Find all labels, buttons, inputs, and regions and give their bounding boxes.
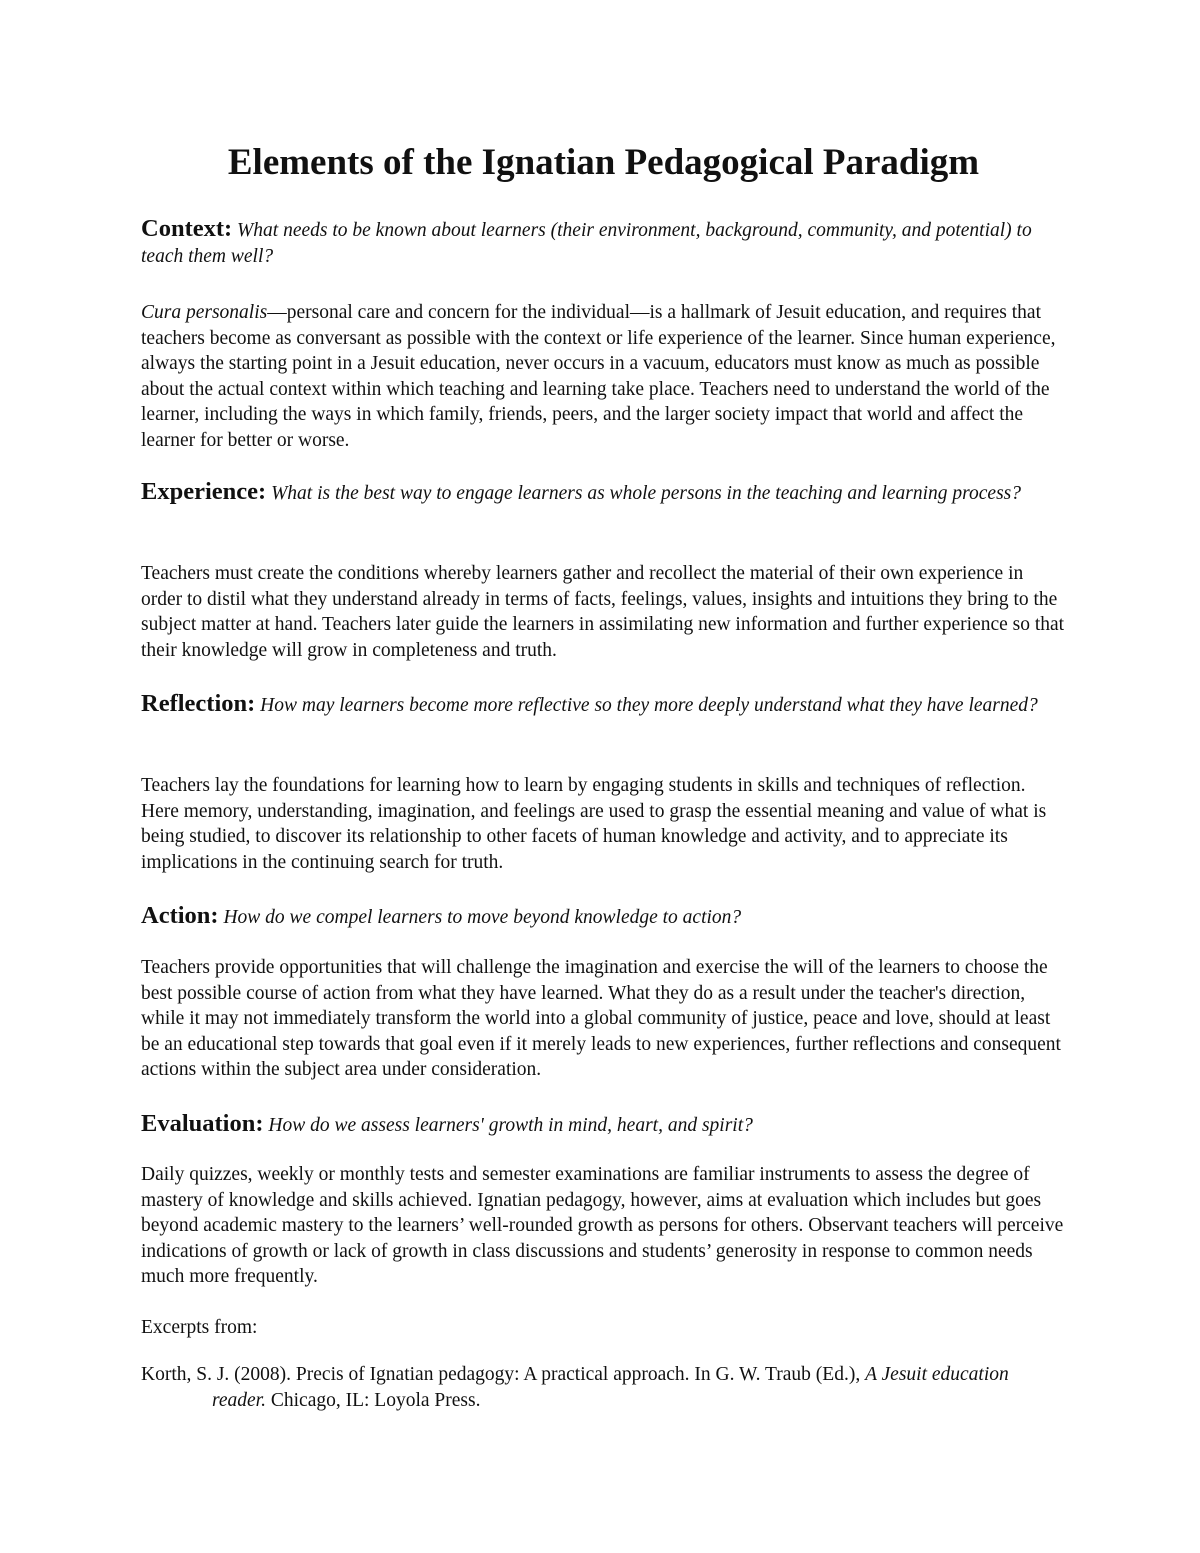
section-term: Reflection: <box>141 690 256 717</box>
document-title: Elements of the Ignatian Pedagogical Paradigm <box>227 142 980 183</box>
section-heading-context <box>141 216 1066 270</box>
section-term: Experience: <box>141 478 267 505</box>
section-question: How do we assess learners' growth in mind, heart, and spirit? <box>268 1115 753 1136</box>
latin-term: Cura personalis <box>141 302 268 323</box>
section-term: Evaluation: <box>141 1110 264 1137</box>
reference-book-title: A Jesuit education reader. <box>212 1364 1009 1411</box>
excerpts-label: Excerpts from: <box>141 1317 258 1338</box>
section-question: How do we compel learners to move beyond knowledge to action? <box>223 907 742 928</box>
section-body-text: —personal care and concern for the individual—is a hallmark of Jesuit education, and requires that teachers become as conversant as possible with the context or life experience of the learner. Since human experience, always the starting point in a Jesuit education, never occurs in a vacuum, educators must know as much as possible about the actual context within which teaching and learning take place. Teachers need to understand the world of the learner, including the ways in which family, friends, peers, and the larger society impact that world and affect the learner for better or worse. <box>141 302 1056 451</box>
section-heading-evaluation <box>141 1111 1066 1139</box>
section-body-context <box>141 300 1066 453</box>
section-question: How may learners become more reflective so they more deeply understand what they have learned? <box>260 695 1038 716</box>
section-body-action: Teachers provide opportunities that will challenge the imagination and exercise the will of the learners to choose the best possible course of action from what they have learned. What they do as a result under the teacher's direction, while it may not immediately transform the world into a global community of justice, peace and love, should at least be an educational step towards that goal even if it merely leads to new experiences, further reflections and consequent actions within the subject area under consideration. <box>141 957 1061 1080</box>
section-heading-action <box>141 903 1066 931</box>
section-heading-reflection <box>141 691 1066 719</box>
reference-tail: Chicago, IL: Loyola Press. <box>265 1390 481 1411</box>
section-heading-experience <box>141 479 1066 507</box>
section-term: Context: <box>141 215 233 242</box>
reference-citation <box>141 1362 1066 1414</box>
reference-lead: Korth, S. J. (2008). Precis of Ignatian pedagogy: A practical approach. In G. W. Traub (Ed.), <box>141 1364 866 1385</box>
section-body-reflection: Teachers lay the foundations for learning how to learn by engaging students in skills and techniques of reflection. Here memory, understanding, imagination, and feelings are used to grasp the essential meaning and value of what is being studied, to discover its relationship to other facets of human knowledge and activity, and to appreciate its implications in the continuing search for truth. <box>141 775 1047 873</box>
section-body-experience: Teachers must create the conditions whereby learners gather and recollect the material of their own experience in order to distil what they understand already in terms of facts, feelings, values, insights and intuitions they bring to the subject matter at hand. Teachers later guide the learners in assimilating new information and further experience so that their knowledge will grow in completeness and truth. <box>141 563 1065 661</box>
section-body-evaluation: Daily quizzes, weekly or monthly tests and semester examinations are familiar instruments to assess the degree of mastery of knowledge and skills achieved. Ignatian pedagogy, however, aims at evaluation which includes but goes beyond academic mastery to the learners’ well-rounded growth as persons for others. Observant teachers will perceive indications of growth or lack of growth in class discussions and students’ generosity in response to common needs much more frequently. <box>141 1164 1064 1287</box>
section-term: Action: <box>141 902 219 929</box>
section-question: What is the best way to engage learners as whole persons in the teaching and learning process? <box>271 483 1022 504</box>
section-question: What needs to be known about learners (their environment, background, community, and potential) to teach them well? <box>141 220 1032 267</box>
